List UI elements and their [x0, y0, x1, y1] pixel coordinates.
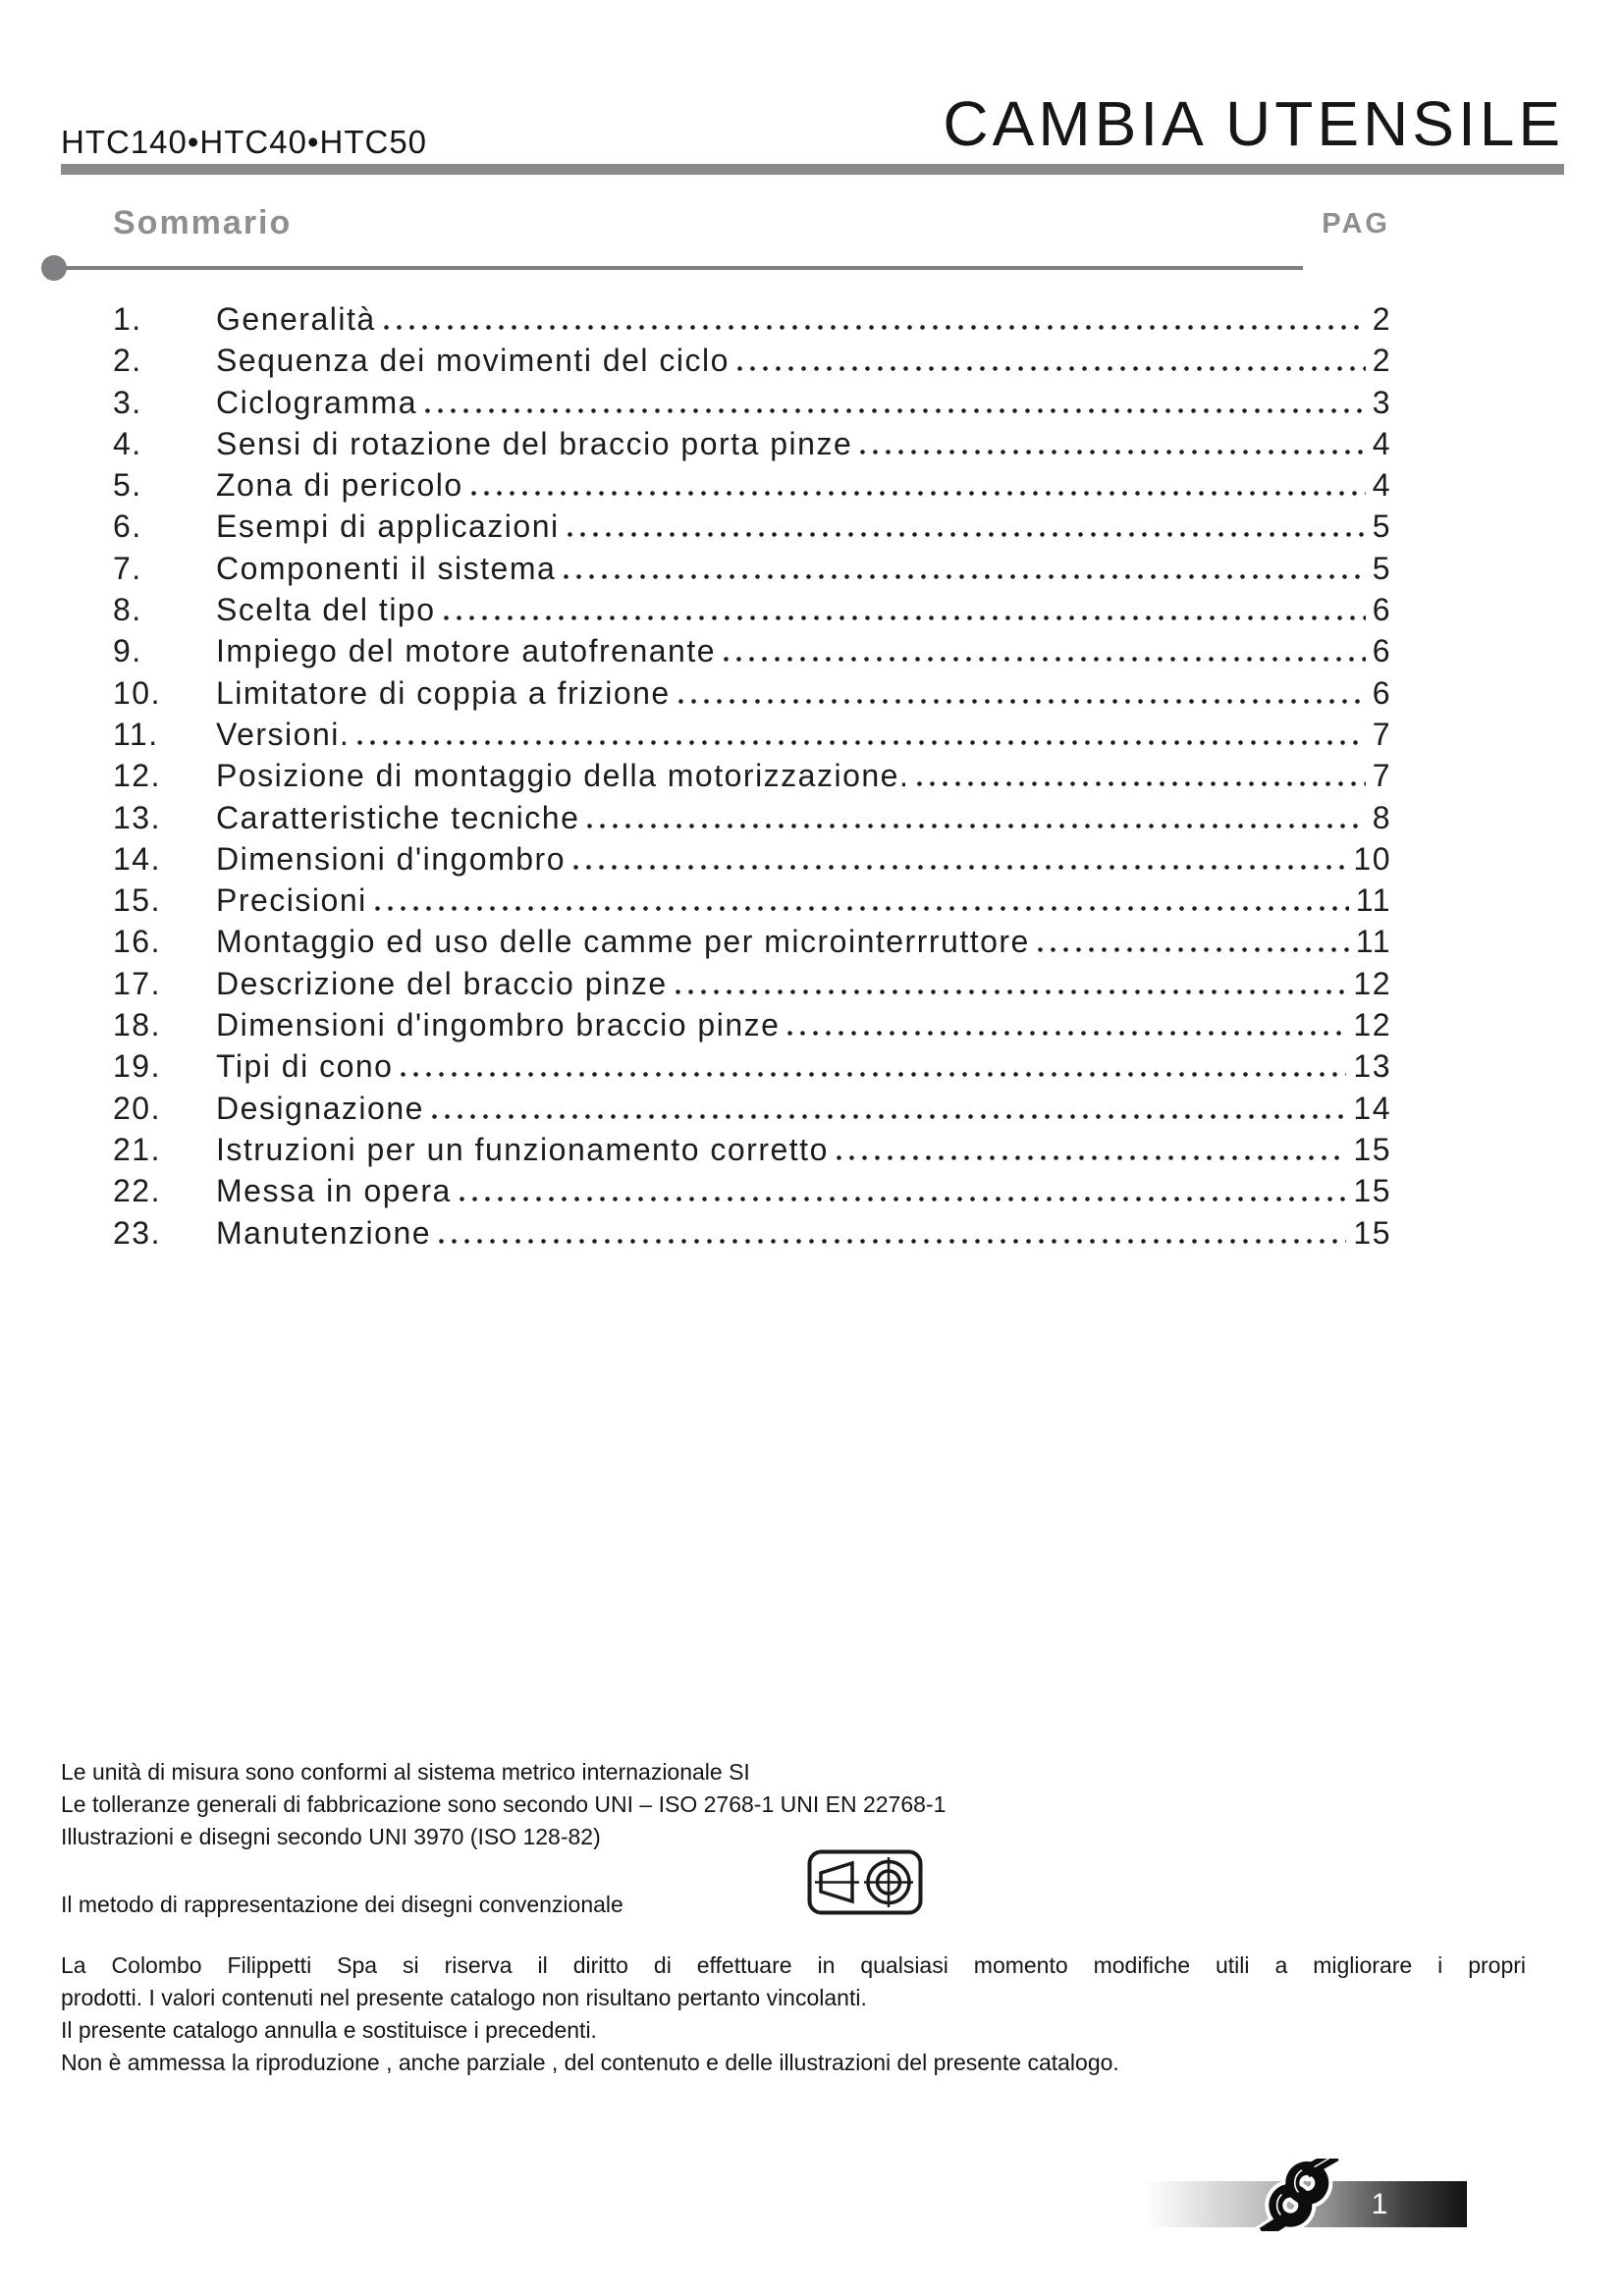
legal-line: prodotti. I valori contenuti nel presente catalogo non risultano pertanto vincolanti. — [61, 1985, 867, 2010]
toc-item-title: Manutenzione — [216, 1214, 432, 1251]
legal-line: Non è ammessa la riproduzione , anche parziale , del contenuto e delle illustrazioni del presente catalogo. — [61, 2050, 1119, 2075]
toc-dot-leader — [787, 1031, 1346, 1036]
toc-row — [113, 966, 1391, 1007]
toc-item-number: 2. — [113, 343, 142, 379]
toc-dot-leader — [737, 366, 1366, 371]
toc-item-page: 8 — [1372, 799, 1391, 835]
toc-item-number: 23. — [113, 1214, 161, 1251]
toc-row — [113, 924, 1391, 965]
toc-item-title: Caratteristiche tecniche — [216, 799, 580, 835]
toc-item-page: 2 — [1372, 301, 1391, 337]
toc-item-number: 20. — [113, 1090, 161, 1126]
toc-item-number: 12. — [113, 758, 161, 794]
toc-item-page: 15 — [1353, 1131, 1391, 1167]
toc-item-title: Istruzioni per un funzionamento corretto — [216, 1131, 829, 1167]
note-line: Le tolleranze generali di fabbricazione sono secondo UNI – ISO 2768-1 UNI EN 22768-1 — [61, 1791, 947, 1817]
toc-item-title: Montaggio ed uso delle camme per microinterrruttore — [216, 924, 1030, 960]
toc-row — [113, 675, 1391, 717]
toc-item-page: 6 — [1372, 674, 1391, 711]
toc-item-page: 11 — [1355, 924, 1391, 960]
projection-method-note: Il metodo di rappresentazione dei disegni convenzionale — [61, 1892, 623, 1917]
toc-dot-leader — [568, 532, 1366, 537]
toc-item-number: 15. — [113, 882, 161, 919]
toc-item-page: 13 — [1353, 1048, 1391, 1085]
toc-item-number: 13. — [113, 799, 161, 835]
toc-item-number: 6. — [113, 508, 142, 545]
toc-item-title: Tipi di cono — [216, 1048, 394, 1085]
toc-item-number: 3. — [113, 384, 142, 420]
toc-item-number: 18. — [113, 1007, 161, 1043]
first-angle-projection-icon — [807, 1849, 923, 1920]
note-line: Le unità di misura sono conformi al sistema metrico internazionale SI — [61, 1759, 750, 1785]
toc-item-number: 8. — [113, 592, 142, 628]
toc-item-title: Generalità — [216, 301, 376, 337]
toc-row — [113, 426, 1391, 467]
toc-row — [113, 1007, 1391, 1048]
toc-item-page: 2 — [1372, 343, 1391, 379]
toc-dot-leader — [678, 699, 1366, 704]
toc-row — [113, 1048, 1391, 1090]
toc-dot-leader — [439, 1239, 1346, 1244]
toc-item-title: Sensi di rotazione del braccio porta pinze — [216, 425, 853, 461]
toc-dot-leader — [724, 657, 1366, 662]
toc-row — [113, 508, 1391, 550]
toc-item-number: 17. — [113, 965, 161, 1001]
toc-item-page: 12 — [1353, 1007, 1391, 1043]
toc-row — [113, 717, 1391, 758]
toc-dot-leader — [357, 740, 1365, 745]
toc-item-number: 11. — [113, 716, 159, 752]
sommario-rule — [53, 266, 1303, 270]
toc-item-page: 10 — [1353, 840, 1391, 877]
toc-item-number: 22. — [113, 1173, 161, 1209]
page-title: CAMBIA UTENSILE — [943, 88, 1564, 159]
toc-item-title: Componenti il sistema — [216, 550, 557, 586]
toc-item-page: 4 — [1372, 467, 1391, 504]
toc-dot-leader — [676, 989, 1347, 994]
toc-row — [113, 882, 1391, 924]
toc-item-number: 9. — [113, 633, 142, 669]
note-line: Illustrazioni e disegni secondo UNI 3970 (ISO 128-82) — [61, 1824, 601, 1849]
toc-dot-leader — [444, 615, 1366, 620]
toc-item-number: 10. — [113, 674, 161, 711]
toc-item-page: 7 — [1372, 716, 1391, 752]
toc-dot-leader — [917, 781, 1365, 786]
toc-row — [113, 758, 1391, 799]
toc-row — [113, 841, 1391, 882]
toc-item-number: 16. — [113, 924, 161, 960]
toc-dot-leader — [401, 1072, 1346, 1077]
toc-row — [113, 1091, 1391, 1132]
toc-item-number: 4. — [113, 425, 142, 461]
toc-dot-leader — [564, 574, 1365, 579]
table-of-contents — [113, 301, 1391, 1256]
toc-row — [113, 343, 1391, 384]
toc-item-page: 4 — [1372, 425, 1391, 461]
toc-row — [113, 385, 1391, 426]
toc-item-title: Ciclogramma — [216, 384, 417, 420]
standards-notes — [61, 1756, 946, 1853]
toc-item-title: Messa in opera — [216, 1173, 452, 1209]
toc-item-title: Precisioni — [216, 882, 367, 919]
toc-dot-leader — [587, 824, 1365, 828]
legal-line: Il presente catalogo annulla e sostituisce i precedenti. — [61, 2017, 597, 2043]
toc-row — [113, 1132, 1391, 1173]
toc-dot-leader — [1038, 947, 1349, 952]
toc-row — [113, 1173, 1391, 1214]
toc-item-title: Impiego del motore autofrenante — [216, 633, 717, 669]
toc-item-title: Sequenza dei movimenti del ciclo — [216, 343, 730, 379]
toc-item-page: 15 — [1353, 1214, 1391, 1251]
toc-item-title: Descrizione del braccio pinze — [216, 965, 668, 1001]
toc-item-page: 5 — [1372, 508, 1391, 545]
toc-row — [113, 1215, 1391, 1256]
toc-dot-leader — [573, 865, 1346, 870]
toc-item-page: 14 — [1353, 1090, 1391, 1126]
toc-row — [113, 633, 1391, 674]
toc-item-number: 1. — [113, 301, 142, 337]
legal-line: La Colombo Filippetti Spa si riserva il diritto di effettuare in qualsiasi momento modifiche utili a migliorare i propri — [61, 1952, 1526, 1978]
toc-row — [113, 551, 1391, 592]
toc-item-page: 11 — [1355, 882, 1391, 919]
toc-item-number: 19. — [113, 1048, 161, 1085]
toc-dot-leader — [471, 491, 1366, 496]
pag-column-label: PAG — [1322, 208, 1390, 240]
toc-item-page: 12 — [1353, 965, 1391, 1001]
toc-item-title: Esempi di applicazioni — [216, 508, 560, 545]
product-models-label: HTC140•HTC40•HTC50 — [61, 124, 428, 160]
toc-item-page: 15 — [1353, 1173, 1391, 1209]
header-divider-bar — [61, 164, 1564, 175]
toc-item-page: 7 — [1372, 758, 1391, 794]
toc-dot-leader — [837, 1155, 1347, 1160]
toc-item-title: Scelta del tipo — [216, 592, 436, 628]
toc-item-title: Versioni. — [216, 716, 351, 752]
toc-item-page: 6 — [1372, 633, 1391, 669]
toc-item-number: 21. — [113, 1131, 161, 1167]
colombo-filippetti-logo — [1247, 2159, 1353, 2236]
toc-dot-leader — [460, 1197, 1347, 1201]
toc-item-number: 7. — [113, 550, 142, 586]
toc-row — [113, 592, 1391, 633]
toc-item-title: Limitatore di coppia a frizione — [216, 674, 671, 711]
toc-row — [113, 467, 1391, 508]
toc-item-title: Designazione — [216, 1090, 424, 1126]
toc-dot-leader — [432, 1114, 1347, 1119]
toc-item-number: 5. — [113, 467, 142, 504]
toc-dot-leader — [860, 450, 1365, 454]
sommario-heading: Sommario — [113, 204, 293, 241]
toc-dot-leader — [384, 325, 1366, 330]
toc-dot-leader — [425, 408, 1366, 413]
toc-item-number: 14. — [113, 840, 161, 877]
page-number: 1 — [1371, 2188, 1388, 2220]
toc-item-title: Posizione di montaggio della motorizzazione. — [216, 758, 910, 794]
legal-notes — [61, 1949, 1526, 2079]
toc-item-page: 3 — [1372, 384, 1391, 420]
toc-item-page: 6 — [1372, 592, 1391, 628]
toc-item-page: 5 — [1372, 550, 1391, 586]
toc-item-title: Dimensioni d'ingombro braccio pinze — [216, 1007, 781, 1043]
toc-row — [113, 800, 1391, 841]
toc-row — [113, 301, 1391, 343]
toc-item-title: Zona di pericolo — [216, 467, 463, 504]
toc-dot-leader — [375, 906, 1349, 911]
toc-item-title: Dimensioni d'ingombro — [216, 840, 566, 877]
